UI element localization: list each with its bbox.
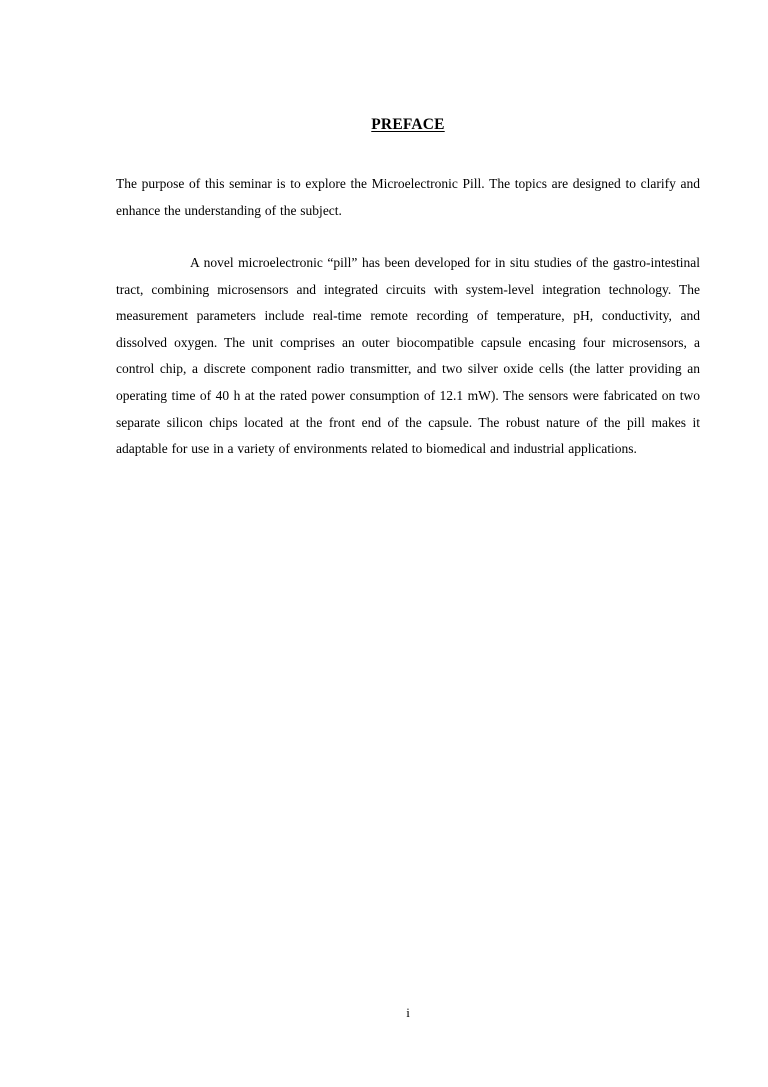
page-number: i <box>406 1005 410 1020</box>
abstract-paragraph: A novel microelectronic “pill” has been developed for in situ studies of the gastro-intestinal tract, combining microsensors and integrated circuits with system-level integration technology. The measurement parameters include real-time remote recording of temperature, pH, conductivity, and dissolved oxygen. The unit comprises an outer biocompatible capsule encasing four microsensors, a control chip, a discrete component radio transmitter, and two silver oxide cells (the latter providing an operating time of 40 h at the rated power consumption of 12.1 mW). The sensors were fabricated on two separate silicon chips located at the front end of the capsule. The robust nature of the pill makes it adaptable for use in a variety of environments related to biomedical and industrial applications. <box>116 255 700 457</box>
page-title: PREFACE <box>371 116 445 133</box>
intro-paragraph: The purpose of this seminar is to explore the Microelectronic Pill. The topics are designed to clarify and enhance the understanding of the subject. <box>116 176 700 218</box>
